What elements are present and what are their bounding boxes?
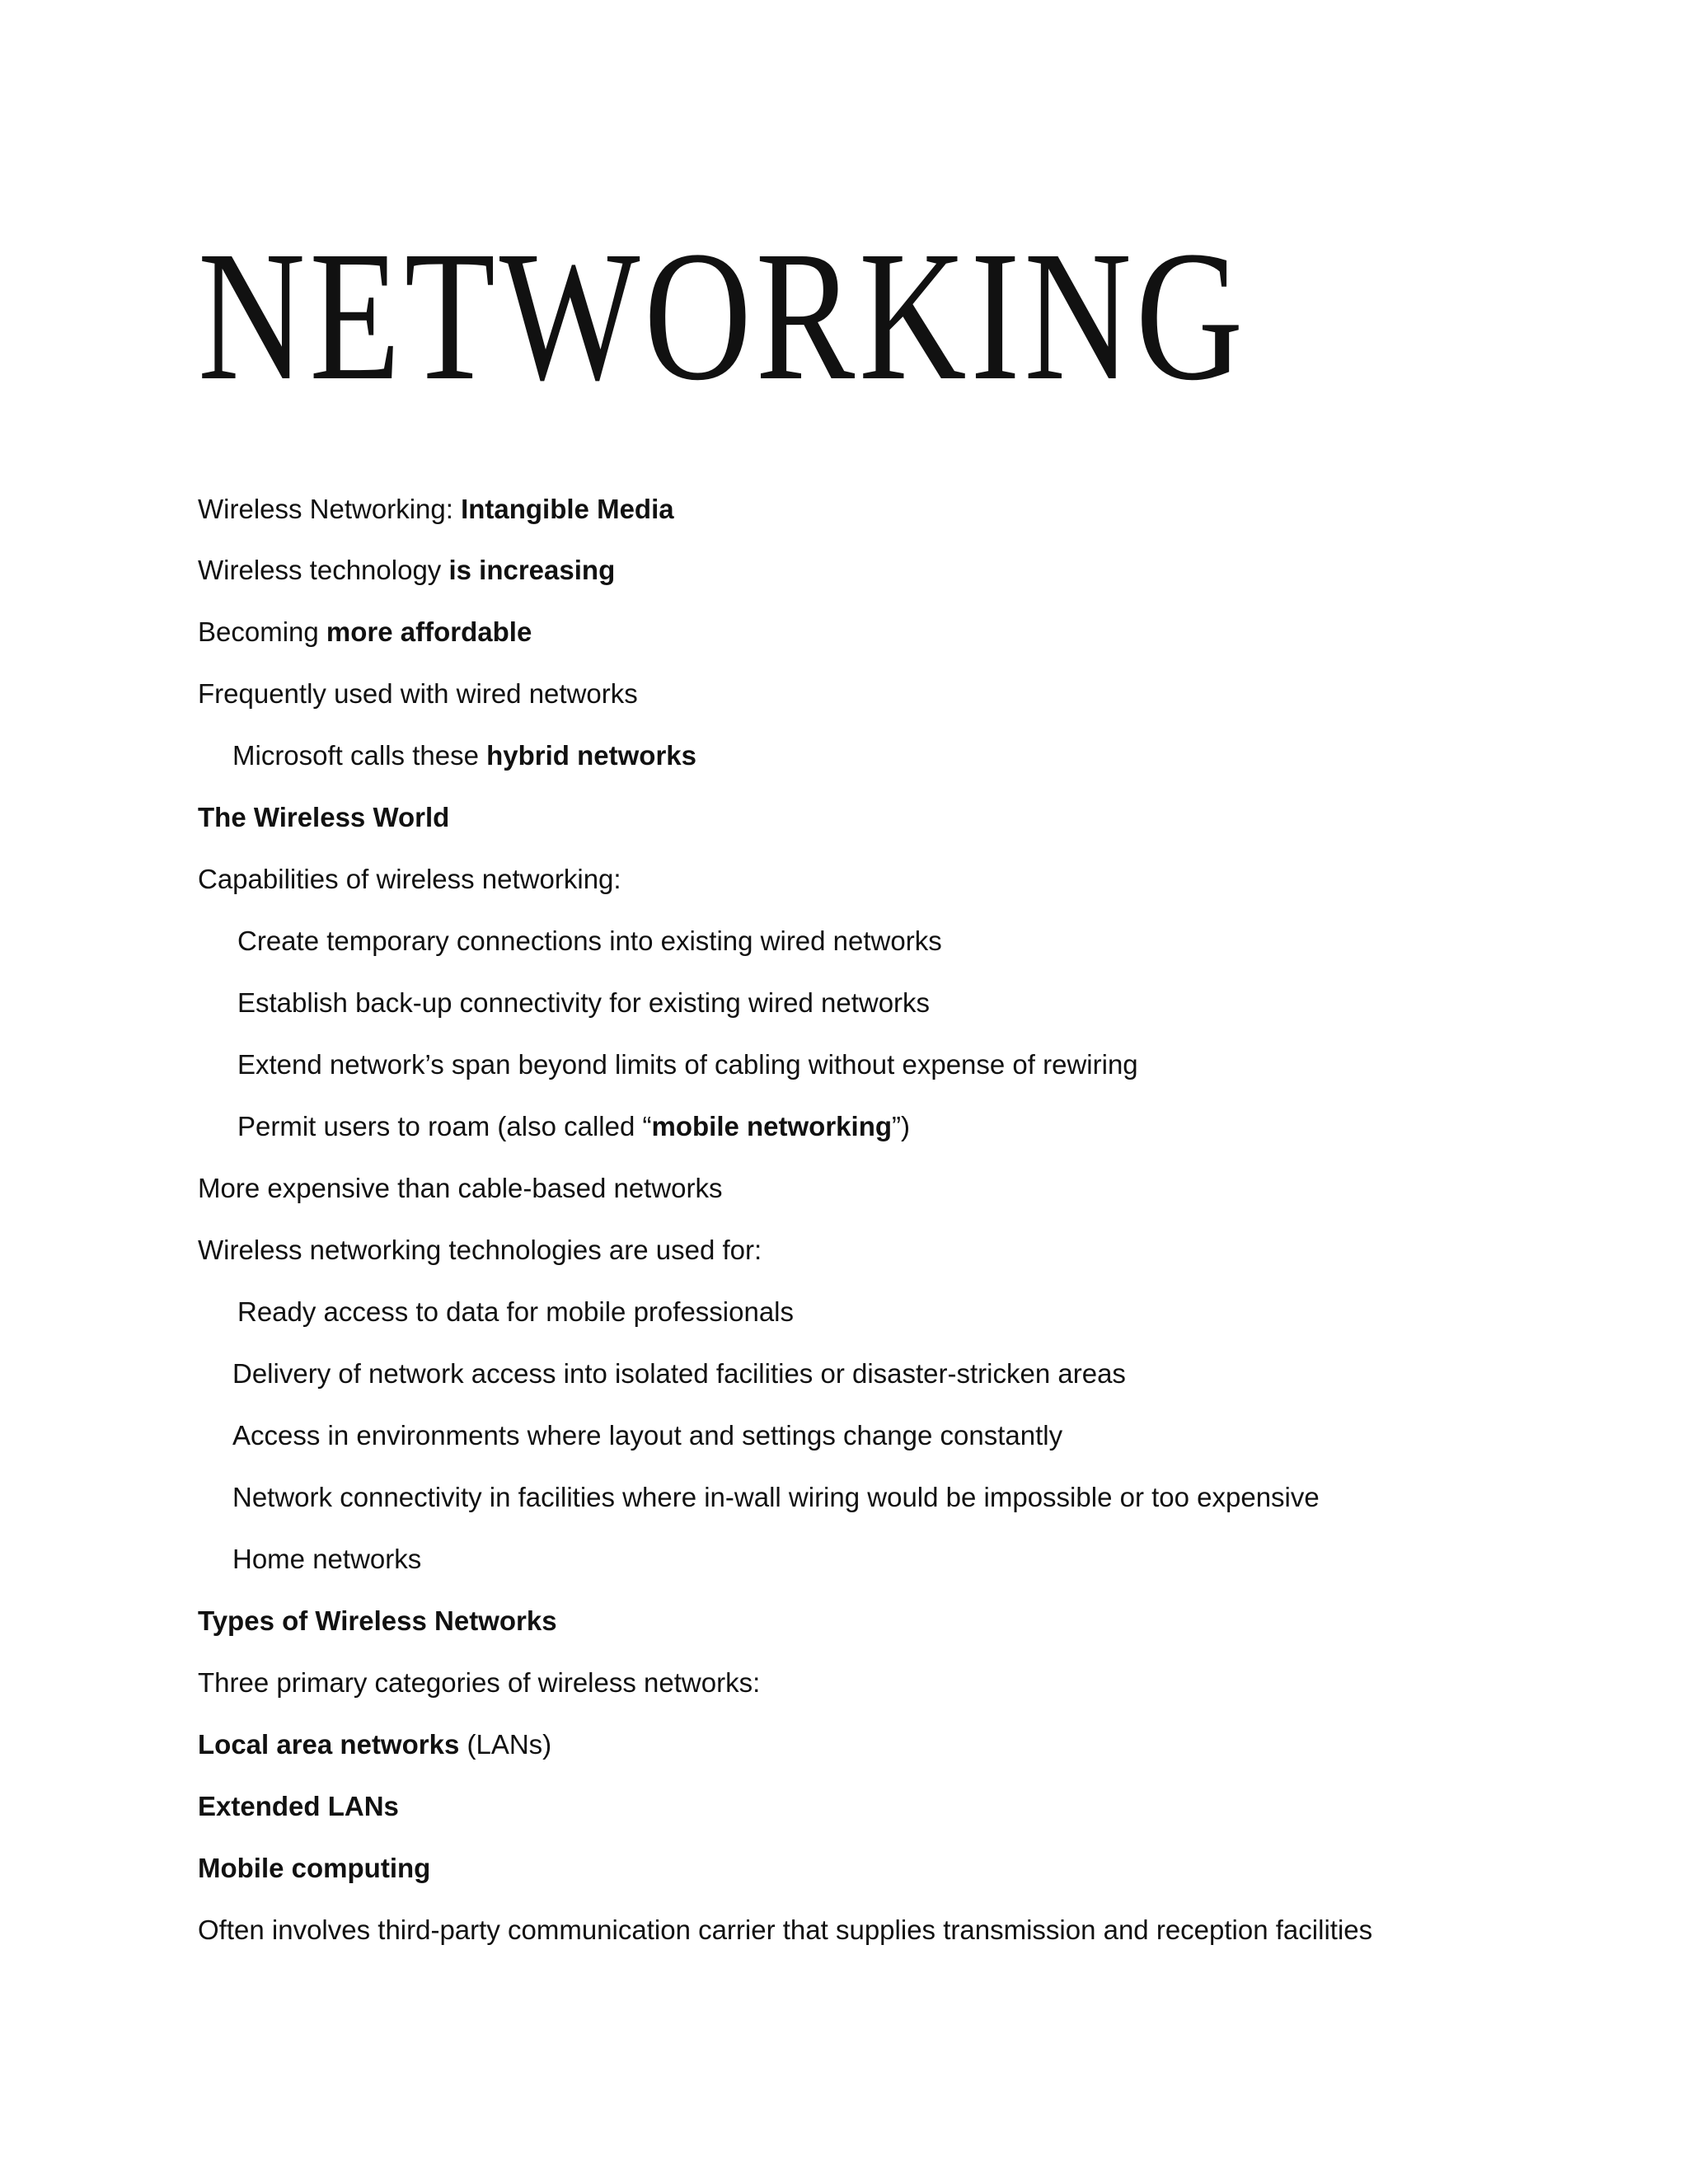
- list-item: Extend network’s span beyond limits of cabling without expense of rewiring: [237, 1049, 1138, 1080]
- text-line: Often involves third-party communication carrier that supplies transmission and reception facilities: [198, 1915, 1373, 1945]
- page-title: NETWORKING: [198, 213, 1248, 419]
- list-item: Home networks: [232, 1544, 422, 1574]
- text-line: Local area networks (LANs): [198, 1729, 552, 1760]
- section-heading: The Wireless World: [198, 802, 450, 832]
- text-line: Wireless networking technologies are used for:: [198, 1235, 762, 1265]
- text-line: Three primary categories of wireless networks:: [198, 1667, 761, 1698]
- text-line: Wireless Networking: Intangible Media: [198, 494, 674, 524]
- list-item: Establish back-up connectivity for existing wired networks: [237, 987, 931, 1018]
- text-line: Frequently used with wired networks: [198, 678, 638, 709]
- list-item: Access in environments where layout and settings change constantly: [232, 1420, 1063, 1451]
- list-item: Network connectivity in facilities where in-wall wiring would be impossible or too expensive: [232, 1482, 1320, 1512]
- text-line-indented: Microsoft calls these hybrid networks: [232, 740, 696, 771]
- section-heading: Types of Wireless Networks: [198, 1605, 557, 1636]
- text-line: Becoming more affordable: [198, 616, 532, 647]
- text-line: Extended LANs: [198, 1791, 399, 1821]
- list-item: Create temporary connections into existing wired networks: [237, 926, 942, 956]
- list-item: Permit users to roam (also called “mobile networking”): [237, 1111, 911, 1141]
- text-line: More expensive than cable-based networks: [198, 1173, 723, 1203]
- text-line: Mobile computing: [198, 1853, 431, 1883]
- text-line: Wireless technology is increasing: [198, 555, 616, 585]
- list-item: Ready access to data for mobile professionals: [237, 1296, 795, 1327]
- list-item: Delivery of network access into isolated facilities or disaster-stricken areas: [232, 1358, 1126, 1389]
- text-line: Capabilities of wireless networking:: [198, 864, 621, 894]
